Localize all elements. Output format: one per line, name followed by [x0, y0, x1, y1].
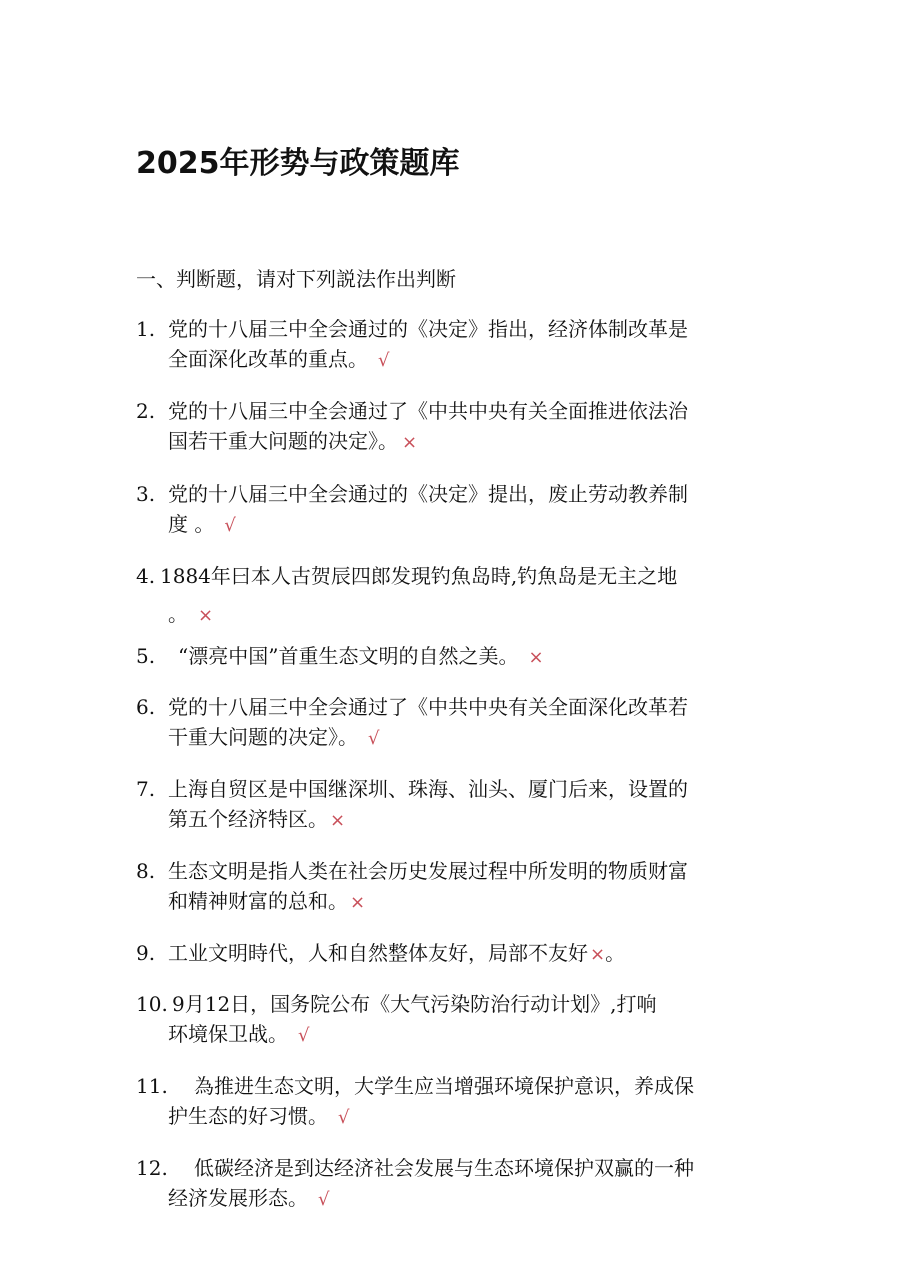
question-text-continued: 度 。 — [168, 512, 215, 536]
question-item — [136, 479, 776, 541]
question-text: 為推进生态文明，大学生应当增强环境保护意识，养成保 — [194, 1074, 694, 1098]
cross-mark-icon: × — [402, 432, 418, 453]
question-number: 5. — [136, 644, 156, 668]
question-text-continued: 第五个经济特区。 — [168, 807, 328, 831]
section-heading: 一、判断题，请对下列説法作出判断 — [136, 267, 456, 291]
question-item — [136, 692, 776, 754]
cross-mark-icon: × — [330, 810, 346, 831]
question-number: 12. — [136, 1156, 168, 1180]
question-number: 9. — [136, 941, 156, 965]
question-text: 上海自贸区是中国继深圳、珠海、汕头、厦门后来，设置的 — [168, 777, 688, 801]
question-item — [136, 938, 776, 970]
question-item — [136, 396, 776, 458]
question-item — [136, 314, 776, 376]
question-text: 1884年曰本人古贺辰四郎发現钓魚岛時,钓魚岛是无主之地 — [160, 564, 678, 588]
question-text-continued: 。 — [168, 602, 188, 626]
question-number: 3. — [136, 482, 156, 506]
check-mark-icon: √ — [318, 1189, 330, 1210]
question-item — [136, 856, 776, 918]
check-mark-icon: √ — [378, 350, 390, 371]
question-text-continued: 经济发展形态。 — [168, 1186, 308, 1210]
document-title: 2025年形势与政策题库 — [136, 146, 460, 181]
cross-mark-icon: × — [590, 944, 606, 965]
question-number: 7. — [136, 777, 156, 801]
question-item — [136, 641, 776, 673]
question-text: 工业文明時代，人和自然整体友好，局部不友好 — [168, 941, 588, 965]
question-text-continued: 国若干重大问题的决定》。 — [168, 429, 398, 453]
check-mark-icon: √ — [338, 1107, 350, 1128]
question-number: 6. — [136, 695, 156, 719]
question-item — [136, 1071, 776, 1133]
cross-mark-icon: × — [528, 647, 544, 668]
check-mark-icon: √ — [368, 728, 380, 749]
question-item — [136, 774, 776, 836]
question-text: 低碳经济是到达经济社会发展与生态环境保护双赢的一种 — [194, 1156, 694, 1180]
question-number: 8. — [136, 859, 156, 883]
cross-mark-icon: × — [350, 892, 366, 913]
question-number: 2. — [136, 399, 156, 423]
cross-mark-icon: × — [198, 605, 214, 626]
question-number: 4. — [136, 564, 156, 588]
question-item — [136, 561, 776, 631]
question-text: 9月12日，国务院公布《大气污染防治行动计划》,打响 — [172, 992, 657, 1016]
question-item — [136, 1153, 776, 1215]
check-mark-icon: √ — [298, 1025, 310, 1046]
question-item — [136, 989, 776, 1051]
question-number: 10. — [136, 992, 168, 1016]
question-text: 党的十八届三中全会通过了《中共中央有关全面深化改革若 — [168, 695, 688, 719]
question-text-continued: 护生态的好习惯。 — [168, 1104, 328, 1128]
question-text: “漂亮中国”首重生态文明的自然之美。 — [178, 644, 519, 668]
question-text-continued: 环境保卫战。 — [168, 1022, 288, 1046]
question-text: 党的十八届三中全会通过了《中共中央有关全面推进依法治 — [168, 399, 688, 423]
question-text-continued: 干重大问题的决定》。 — [168, 725, 358, 749]
question-text: 党的十八届三中全会通过的《决定》指出，经济体制改革是 — [168, 317, 688, 341]
question-number: 1. — [136, 317, 156, 341]
question-text-trailing: 。 — [605, 941, 626, 965]
question-text: 党的十八届三中全会通过的《决定》提出，废止劳动教养制 — [168, 482, 688, 506]
check-mark-icon: √ — [224, 515, 236, 536]
question-text: 生态文明是指人类在社会历史发展过程中所发明的物质财富 — [168, 859, 688, 883]
question-text-continued: 全面深化改革的重点。 — [168, 347, 368, 371]
question-text-continued: 和精神财富的总和。 — [168, 889, 348, 913]
question-number: 11. — [136, 1074, 168, 1098]
